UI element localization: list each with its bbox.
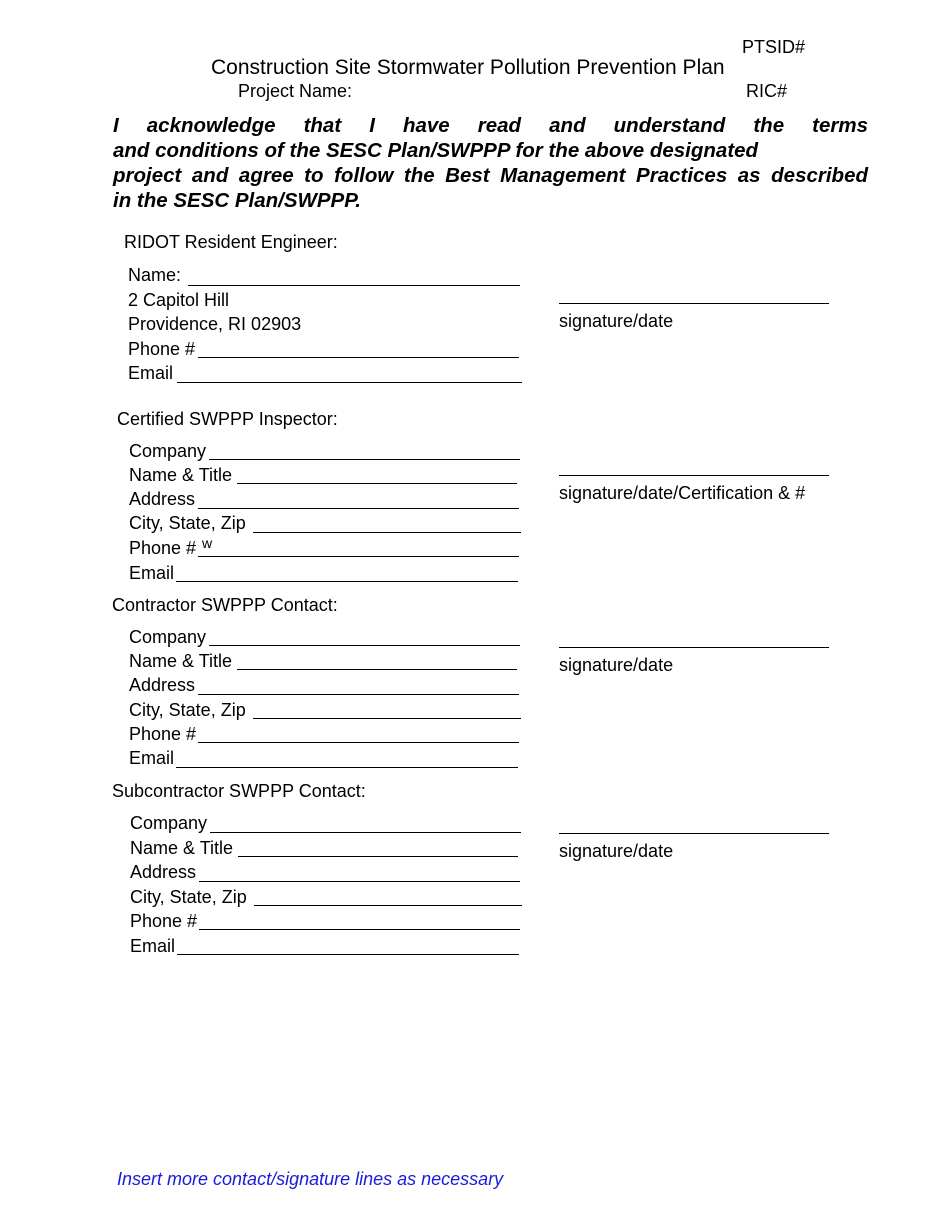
contractor-signature-field[interactable] (559, 647, 829, 648)
inspector-name-title-label: Name & Title (129, 465, 233, 485)
subcontractor-company-field[interactable] (210, 832, 521, 833)
contractor-email-field[interactable] (176, 767, 518, 768)
subcontractor-company-label: Company (130, 813, 208, 833)
subcontractor-address-field[interactable] (199, 881, 520, 882)
resident-engineer-name-label: Name: (128, 265, 182, 285)
resident-engineer-phone-label: Phone # (128, 339, 196, 359)
page-title: Construction Site Stormwater Pollution Prevention Plan (211, 56, 725, 79)
subcontractor-email-label: Email (130, 936, 176, 956)
inspector-name-title-field[interactable] (237, 483, 517, 484)
resident-engineer-email-field[interactable] (177, 382, 522, 383)
subcontractor-phone-label: Phone # (130, 911, 198, 931)
inspector-phone-label: Phone # (129, 538, 197, 558)
contractor-city-field[interactable] (253, 718, 521, 719)
resident-engineer-address-line2: Providence, RI 02903 (128, 314, 302, 334)
inspector-city-field[interactable] (253, 532, 521, 533)
contractor-address-label: Address (129, 675, 196, 695)
subcontractor-email-field[interactable] (177, 954, 519, 955)
contractor-name-title-field[interactable] (237, 669, 517, 670)
inspector-address-field[interactable] (198, 508, 519, 509)
subcontractor-signature-field[interactable] (559, 833, 829, 834)
contractor-city-label: City, State, Zip (129, 700, 246, 720)
project-name-label: Project Name: (238, 81, 353, 101)
contractor-company-field[interactable] (209, 645, 520, 646)
contractor-phone-label: Phone # (129, 724, 197, 744)
inspector-phone-mark: w (202, 535, 213, 551)
resident-engineer-phone-field[interactable] (198, 357, 519, 358)
resident-engineer-signature-field[interactable] (559, 303, 829, 304)
ack-line-2: and conditions of the SESC Plan/SWPPP for the above designated (113, 139, 759, 162)
ack-line-3: project and agree to follow the Best Management Practices as described (113, 164, 868, 187)
contractor-address-field[interactable] (198, 694, 519, 695)
contractor-email-label: Email (129, 748, 175, 768)
resident-engineer-heading: RIDOT Resident Engineer: (124, 232, 338, 252)
subcontractor-name-title-label: Name & Title (130, 838, 234, 858)
inspector-email-label: Email (129, 563, 175, 583)
inspector-company-field[interactable] (209, 459, 520, 460)
acknowledgement-statement (113, 113, 868, 213)
subcontractor-signature-label: signature/date (559, 841, 674, 861)
subcontractor-city-field[interactable] (254, 905, 522, 906)
inspector-signature-label: signature/date/Certification & # (559, 483, 806, 503)
subcontractor-heading: Subcontractor SWPPP Contact: (112, 781, 366, 801)
inspector-email-field[interactable] (176, 581, 518, 582)
resident-engineer-name-field[interactable] (188, 285, 520, 286)
resident-engineer-address-line1: 2 Capitol Hill (128, 290, 230, 310)
contractor-name-title-label: Name & Title (129, 651, 233, 671)
ptsid-label: PTSID# (742, 37, 806, 57)
resident-engineer-signature-label: signature/date (559, 311, 674, 331)
contractor-heading: Contractor SWPPP Contact: (112, 595, 338, 615)
ric-label: RIC# (746, 81, 788, 101)
inspector-phone-field[interactable] (198, 556, 519, 557)
inspector-company-label: Company (129, 441, 207, 461)
footer-note: Insert more contact/signature lines as necessary (117, 1169, 504, 1189)
subcontractor-phone-field[interactable] (199, 929, 520, 930)
ack-line-1: I acknowledge that I have read and understand the terms (113, 114, 868, 137)
inspector-signature-field[interactable] (559, 475, 829, 476)
ack-line-4: in the SESC Plan/SWPPP. (113, 189, 361, 212)
subcontractor-name-title-field[interactable] (238, 856, 518, 857)
resident-engineer-email-label: Email (128, 363, 174, 383)
contractor-company-label: Company (129, 627, 207, 647)
subcontractor-city-label: City, State, Zip (130, 887, 247, 907)
contractor-phone-field[interactable] (198, 742, 519, 743)
subcontractor-address-label: Address (130, 862, 197, 882)
inspector-address-label: Address (129, 489, 196, 509)
inspector-heading: Certified SWPPP Inspector: (117, 409, 338, 429)
inspector-city-label: City, State, Zip (129, 513, 246, 533)
contractor-signature-label: signature/date (559, 655, 674, 675)
